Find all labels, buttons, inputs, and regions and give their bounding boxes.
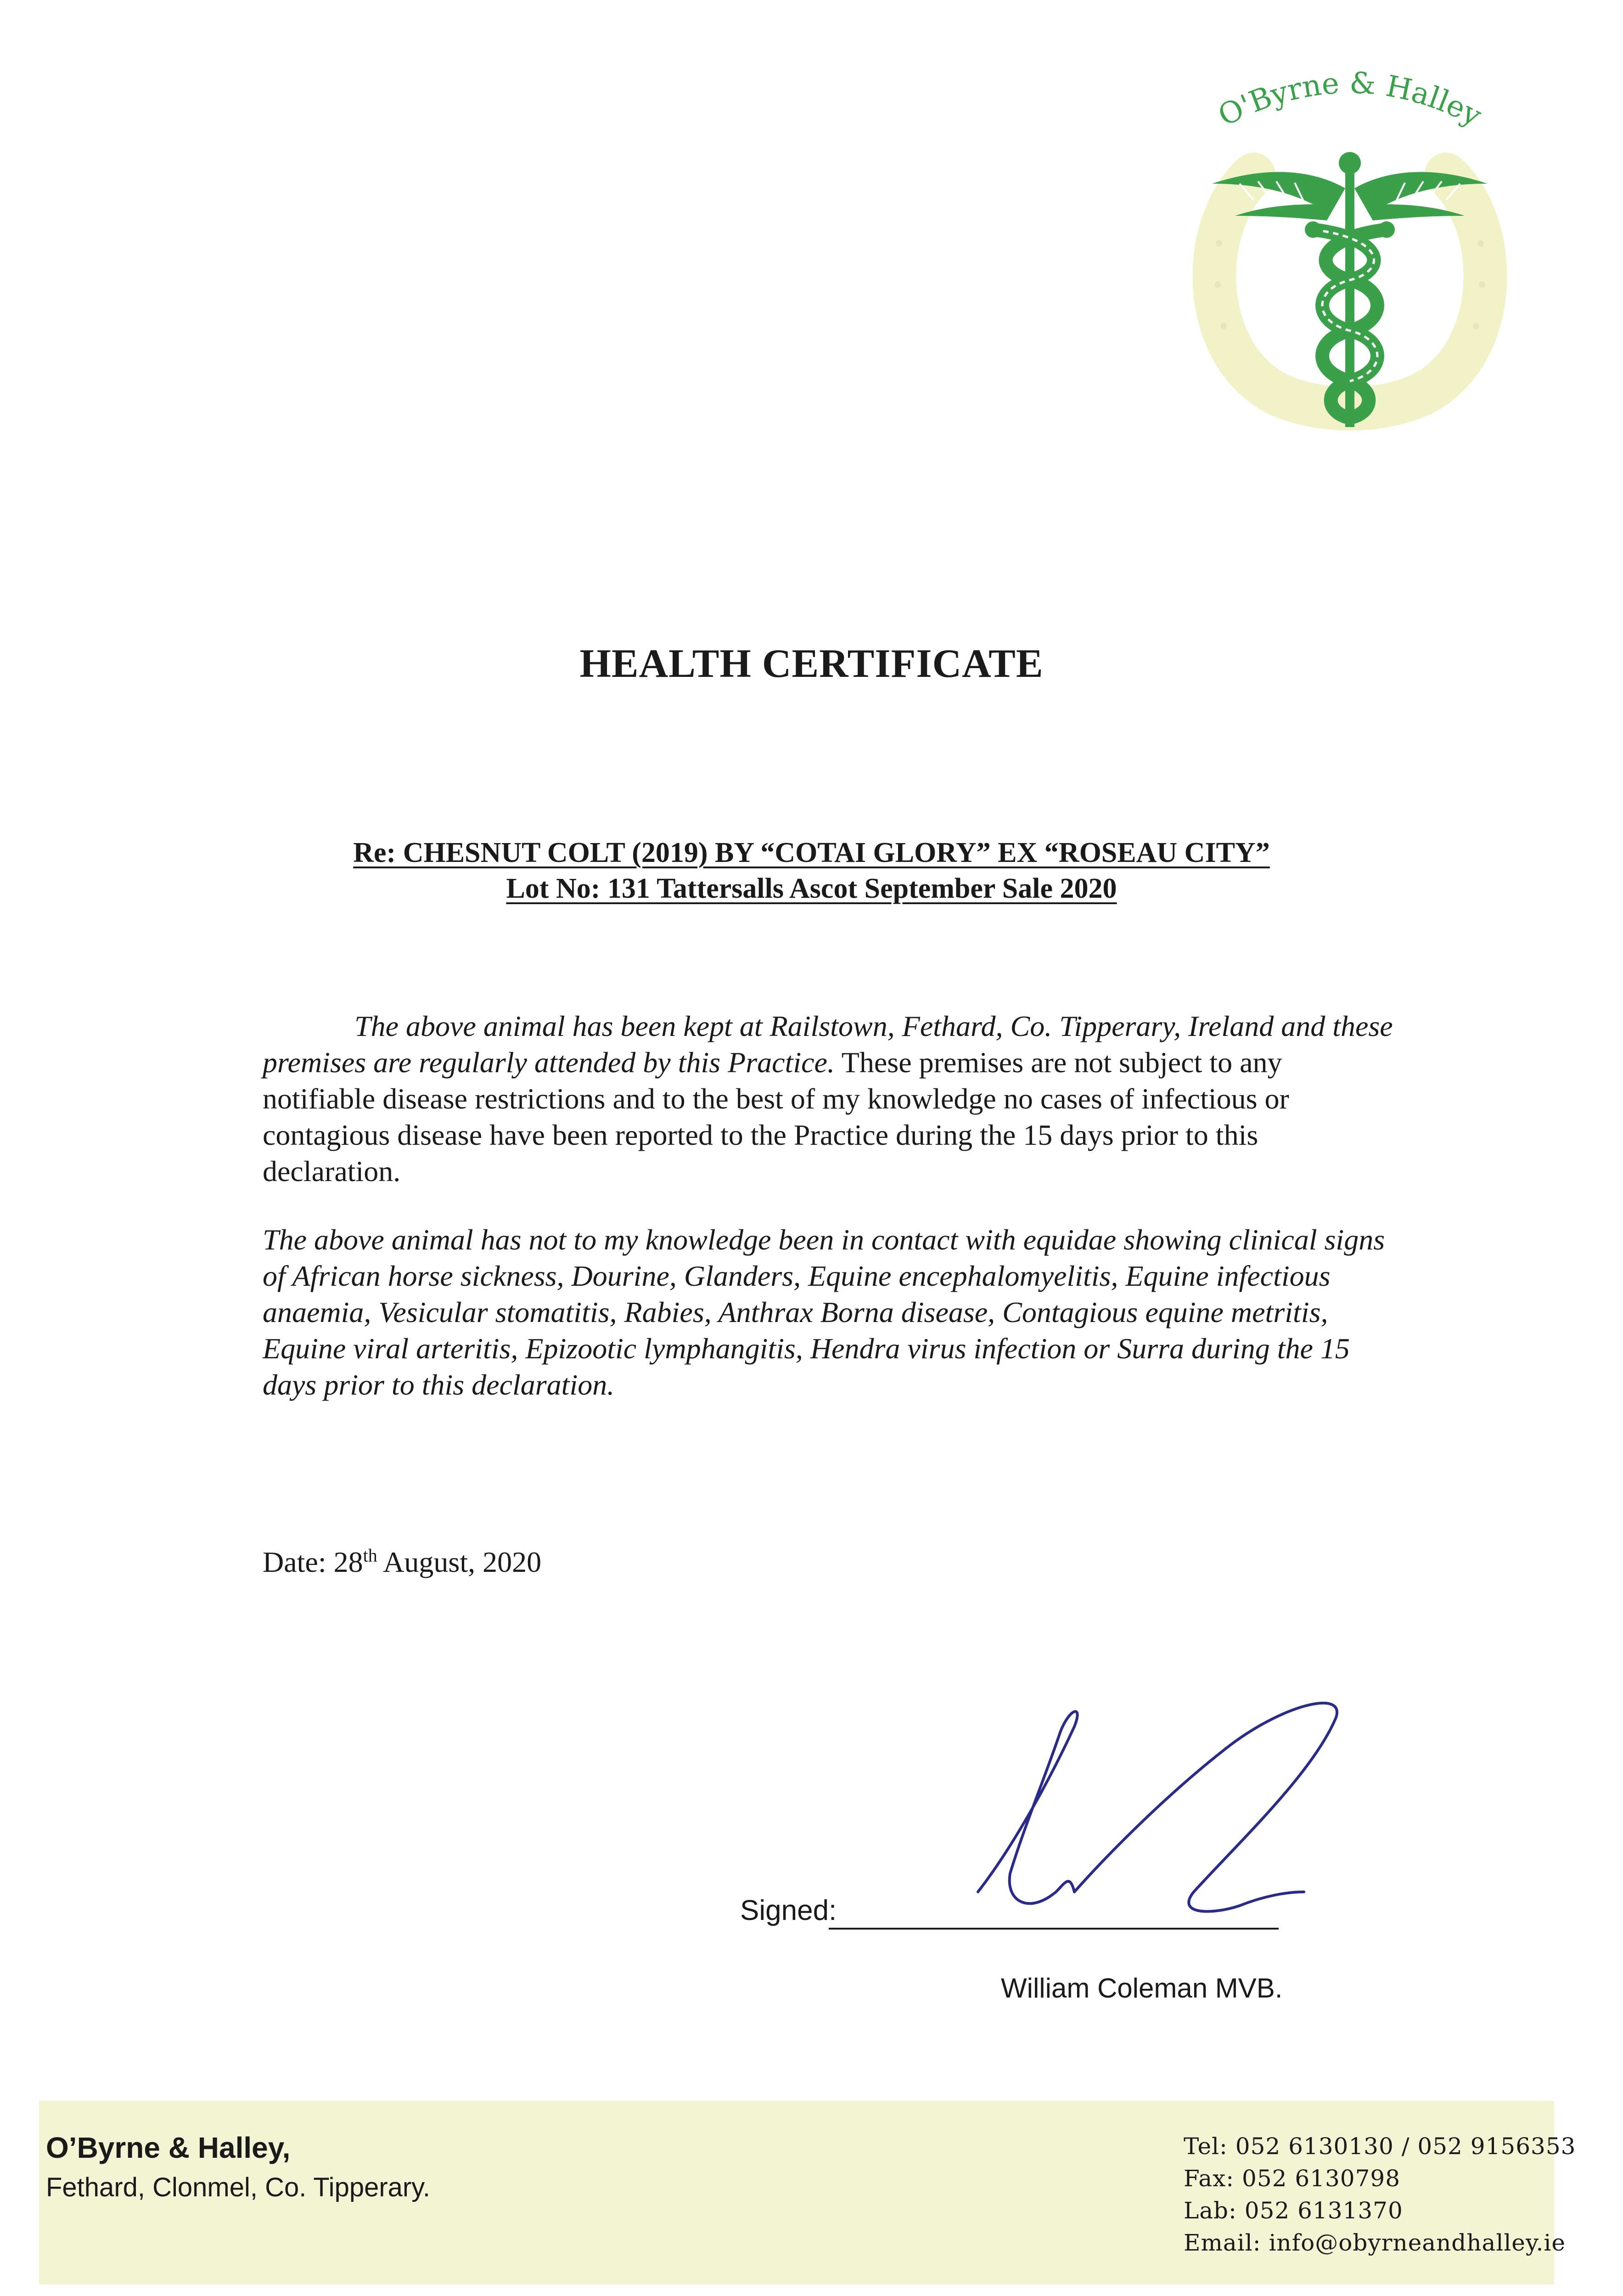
footer-email: Email: info@obyrneandhalley.ie xyxy=(1184,2229,1566,2256)
footer-lab-phone: Lab: 052 6131370 xyxy=(1184,2197,1403,2224)
handwritten-signature xyxy=(955,1676,1368,1933)
signed-label: Signed: xyxy=(740,1895,837,1926)
date-ordinal: th xyxy=(363,1545,377,1566)
signer-name: William Coleman MVB. xyxy=(1001,1973,1283,2003)
declaration-paragraph-premises xyxy=(263,1008,1397,1189)
svg-text:O'Byrne & Halley xyxy=(1213,66,1487,133)
reference-line-lot: Lot No: 131 Tattersalls Ascot September Sale 2020 xyxy=(506,873,1117,904)
footer-fax: Fax: 052 6130798 xyxy=(1184,2165,1401,2192)
certificate-date xyxy=(263,1545,541,1579)
footer-address: Fethard, Clonmel, Co. Tipperary. xyxy=(46,2172,431,2202)
page-title: HEALTH CERTIFICATE xyxy=(579,642,1044,686)
declaration-paragraph-contact: The above animal has not to my knowledge been in contact with equidae showing clinical signs of African horse sickness, Dourine, Glanders, Equine encephalomyelitis, Equine infectious anaemia, Vesicular stomatitis, Rabies, Anthrax Borna disease, Contagious equine metritis, Equine viral arteritis, Epizootic lymphangitis, Hendra virus infection or Surra during the 15 days prior to this declaration. xyxy=(263,1223,1385,1401)
footer-telephone: Tel: 052 6130130 / 052 9156353 xyxy=(1184,2133,1576,2160)
disease-restriction-statement: These premises are not subject to any notifiable disease restrictions and to the best of my knowledge no cases of infectious or contagious disease have been reported to the Practice during the 15 days prior to this declaration. xyxy=(263,1046,1289,1187)
date-rest: August, 2020 xyxy=(377,1546,542,1578)
reference-line-horse: Re: CHESNUT COLT (2019) BY “COTAI GLORY” EX “ROSEAU CITY” xyxy=(353,837,1270,868)
footer-practice-name: O’Byrne & Halley, xyxy=(46,2131,291,2164)
practice-logo xyxy=(1175,46,1524,450)
date-label: Date: 28 xyxy=(263,1546,363,1578)
logo-text: O'Byrne & Halley xyxy=(1213,66,1487,134)
premises-statement: The above animal has been kept at Railstown, Fethard, Co. Tipperary, Ireland and these premises are regularly attended by this Practice. xyxy=(263,1010,1393,1079)
